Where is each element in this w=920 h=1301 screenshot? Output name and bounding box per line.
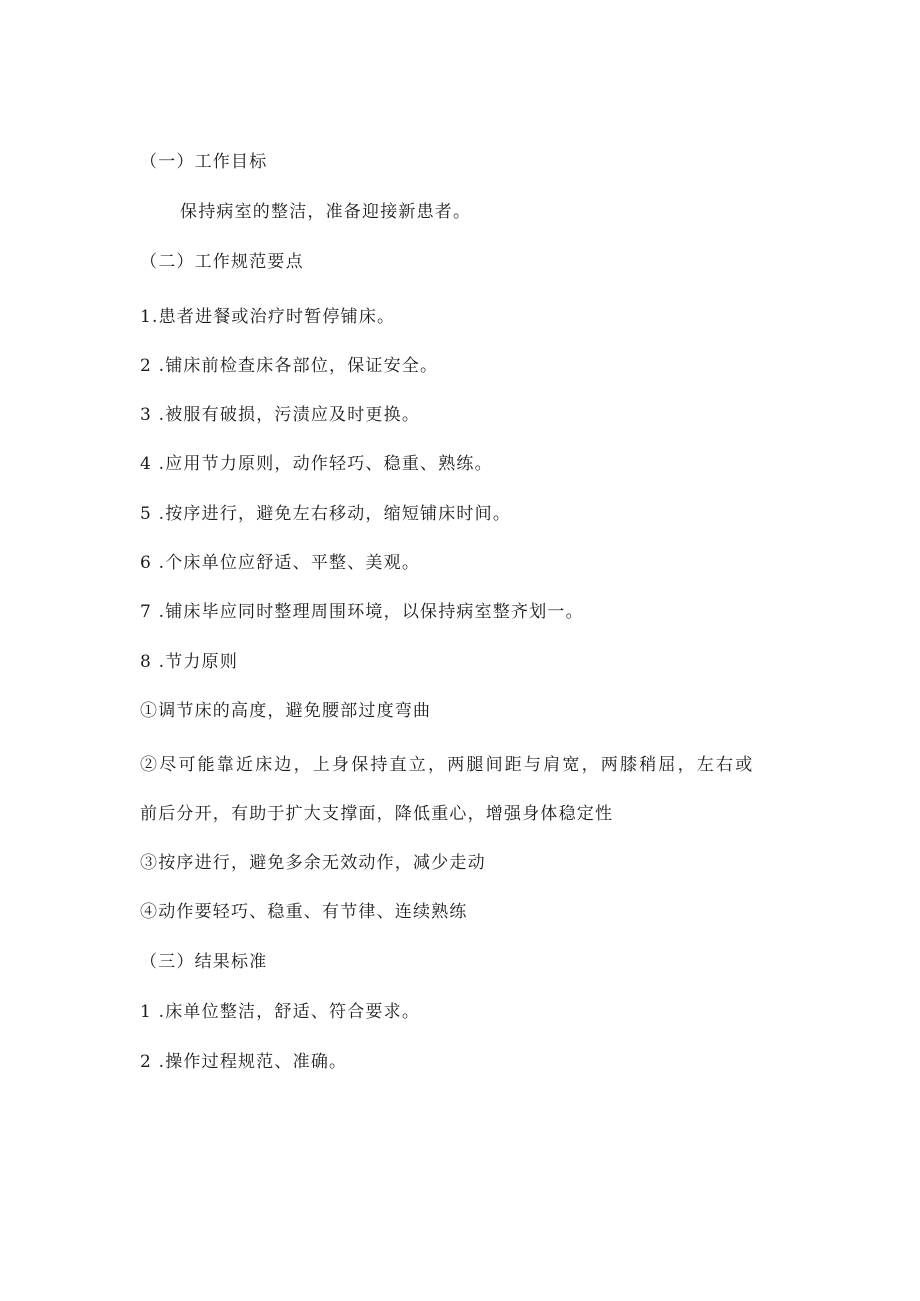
principle-item-1: ①调节床的高度，避免腰部过度弯曲: [140, 701, 432, 721]
standard-item-8: 8 .节力原则: [140, 652, 239, 672]
result-item-1: 1 .床单位整洁，舒适、符合要求。: [140, 1002, 421, 1022]
principle-item-4: ④动作要轻巧、稳重、有节律、连续熟练: [140, 902, 468, 922]
standard-item-7: 7 .铺床毕应同时整理周围环境，以保持病室整齐划一。: [140, 602, 584, 622]
section-heading-standards: （二）工作规范要点: [140, 252, 304, 272]
goal-text: 保持病室的整洁，准备迎接新患者。: [180, 202, 472, 222]
standard-item-6: 6 .个床单位应舒适、平整、美观。: [140, 553, 421, 573]
standard-item-1: 1.患者进餐或治疗时暂停铺床。: [140, 307, 396, 327]
standard-item-4: 4 .应用节力原则，动作轻巧、稳重、熟练。: [140, 454, 493, 474]
section-heading-goal: （一）工作目标: [140, 152, 268, 172]
standard-item-5: 5 .按序进行，避免左右移动，缩短铺床时间。: [140, 504, 512, 524]
section-heading-results: （三）结果标准: [140, 952, 268, 972]
principle-item-2-continued: 前后分开，有助于扩大支撑面，降低重心，增强身体稳定性: [140, 804, 614, 824]
principle-item-2: ②尽可能靠近床边，上身保持直立，两腿间距与肩宽，两膝稍屈，左右或: [140, 755, 755, 775]
result-item-2: 2 .操作过程规范、准确。: [140, 1052, 348, 1072]
principle-item-3: ③按序进行，避免多余无效动作，减少走动: [140, 853, 486, 873]
standard-item-2: 2 .铺床前检查床各部位，保证安全。: [140, 356, 439, 376]
standard-item-3: 3 .被服有破损，污渍应及时更换。: [140, 405, 421, 425]
